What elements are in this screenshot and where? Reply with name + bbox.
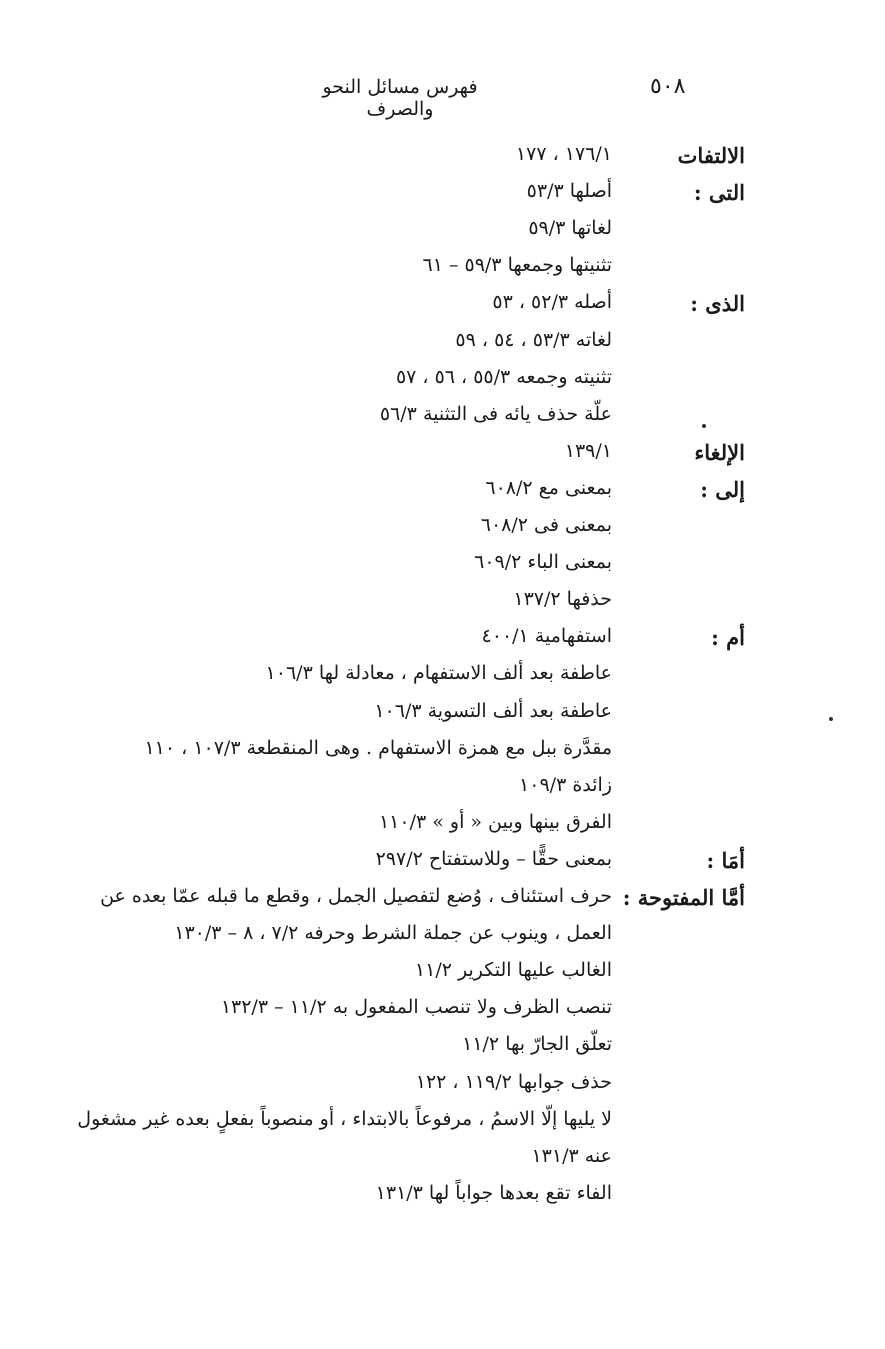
index-subentry-line: لا يليها إلّا الاسمُ ، مرفوعاً بالابتداء ، أو منصوباً بفعلٍ بعده غير مشغول [77, 1107, 612, 1130]
index-subentry-line: بمعنى الباء ٦٠٩/٢ [474, 551, 612, 574]
index-subentry-line: لغاتها ٥٩/٣ [528, 217, 612, 240]
index-term: إلى : [700, 476, 745, 502]
index-term: الالتفات [677, 143, 745, 168]
index-subentry-line: الفاء تقع بعدها جواباً لها ١٣١/٣ [375, 1181, 612, 1204]
page-number: ٥٠٨ [650, 74, 686, 99]
index-subentry-line: الغالب عليها التكرير ١١/٢ [414, 959, 612, 982]
index-subentry-line: حرف استئناف ، وُضع لتفصيل الجمل ، وقطع ما قبله عمّا بعده عن [100, 885, 612, 907]
index-term: الذى : [690, 291, 745, 317]
index-subentry-line: أصلها ٥٣/٣ [526, 180, 612, 203]
index-subentry-line: مقدَّرة ببل مع همزة الاستفهام . وهى المنقطعة ١٠٧/٣ ، ١١٠ [144, 736, 612, 759]
index-subentry-line: عاطفة بعد ألف التسوية ١٠٦/٣ [374, 699, 612, 722]
index-subentry-line: بمعنى مع ٦٠٨/٢ [485, 476, 612, 499]
index-subentry-line: حذفها ١٣٧/٢ [513, 588, 612, 611]
index-subentry-line: ١٣٩/١ [564, 439, 612, 462]
index-subentry-line: ١٧٦/١ ، ١٧٧ [515, 143, 612, 165]
index-subentry-line: علّة حذف يائه فى التثنية ٥٦/٣ [379, 402, 612, 425]
index-subentry-line: عنه ١٣١/٣ [531, 1144, 612, 1167]
index-subentry-line: تنصب الظرف ولا تنصب المفعول به ١١/٢ – ١٣٢/٣ [220, 996, 612, 1019]
index-term: الإلغاء [694, 439, 745, 465]
index-subentry-line: الفرق بينها وبين « أو » ١١٠/٣ [378, 810, 612, 833]
index-subentry-line: أصله ٥٢/٣ ، ٥٣ [492, 291, 612, 314]
index-subentry-line: زائدة ١٠٩/٣ [519, 773, 612, 796]
running-header-title: فهرس مسائل النحو والصرف [322, 76, 478, 120]
index-subentry-line: عاطفة بعد ألف الاستفهام ، معادلة لها ١٠٦/٣ [265, 662, 612, 685]
index-subentry-line: حذف جوابها ١١٩/٢ ، ١٢٢ [415, 1070, 612, 1093]
index-subentry-line: تثنيتها وجمعها ٥٩/٣ – ٦١ [422, 254, 612, 277]
index-subentry-line: تعلّق الجارّ بها ١١/٢ [462, 1033, 612, 1056]
index-subentry-line: العمل ، وينوب عن جملة الشرط وحرفه ٧/٢ ، ٨ – ١٣٠/٣ [174, 922, 612, 945]
index-subentry-line: بمعنى فى ٦٠٨/٢ [480, 514, 612, 536]
index-subentry-line: استفهامية ٤٠٠/١ [481, 625, 612, 648]
index-subentry-line: تثنيته وجمعه ٥٥/٣ ، ٥٦ ، ٥٧ [395, 365, 612, 388]
index-subentry-line: بمعنى حقًّا – وللاستفتاح ٢٩٧/٢ [375, 847, 612, 870]
index-term: أمَا : [706, 847, 745, 873]
stray-dot [702, 424, 706, 428]
stray-dot [829, 717, 833, 721]
index-term: التى : [693, 180, 745, 206]
index-term: أمَّا المفتوحة : [622, 885, 745, 910]
index-subentry-line: لغاته ٥٣/٣ ، ٥٤ ، ٥٩ [455, 328, 612, 351]
index-term: أم : [711, 625, 745, 651]
